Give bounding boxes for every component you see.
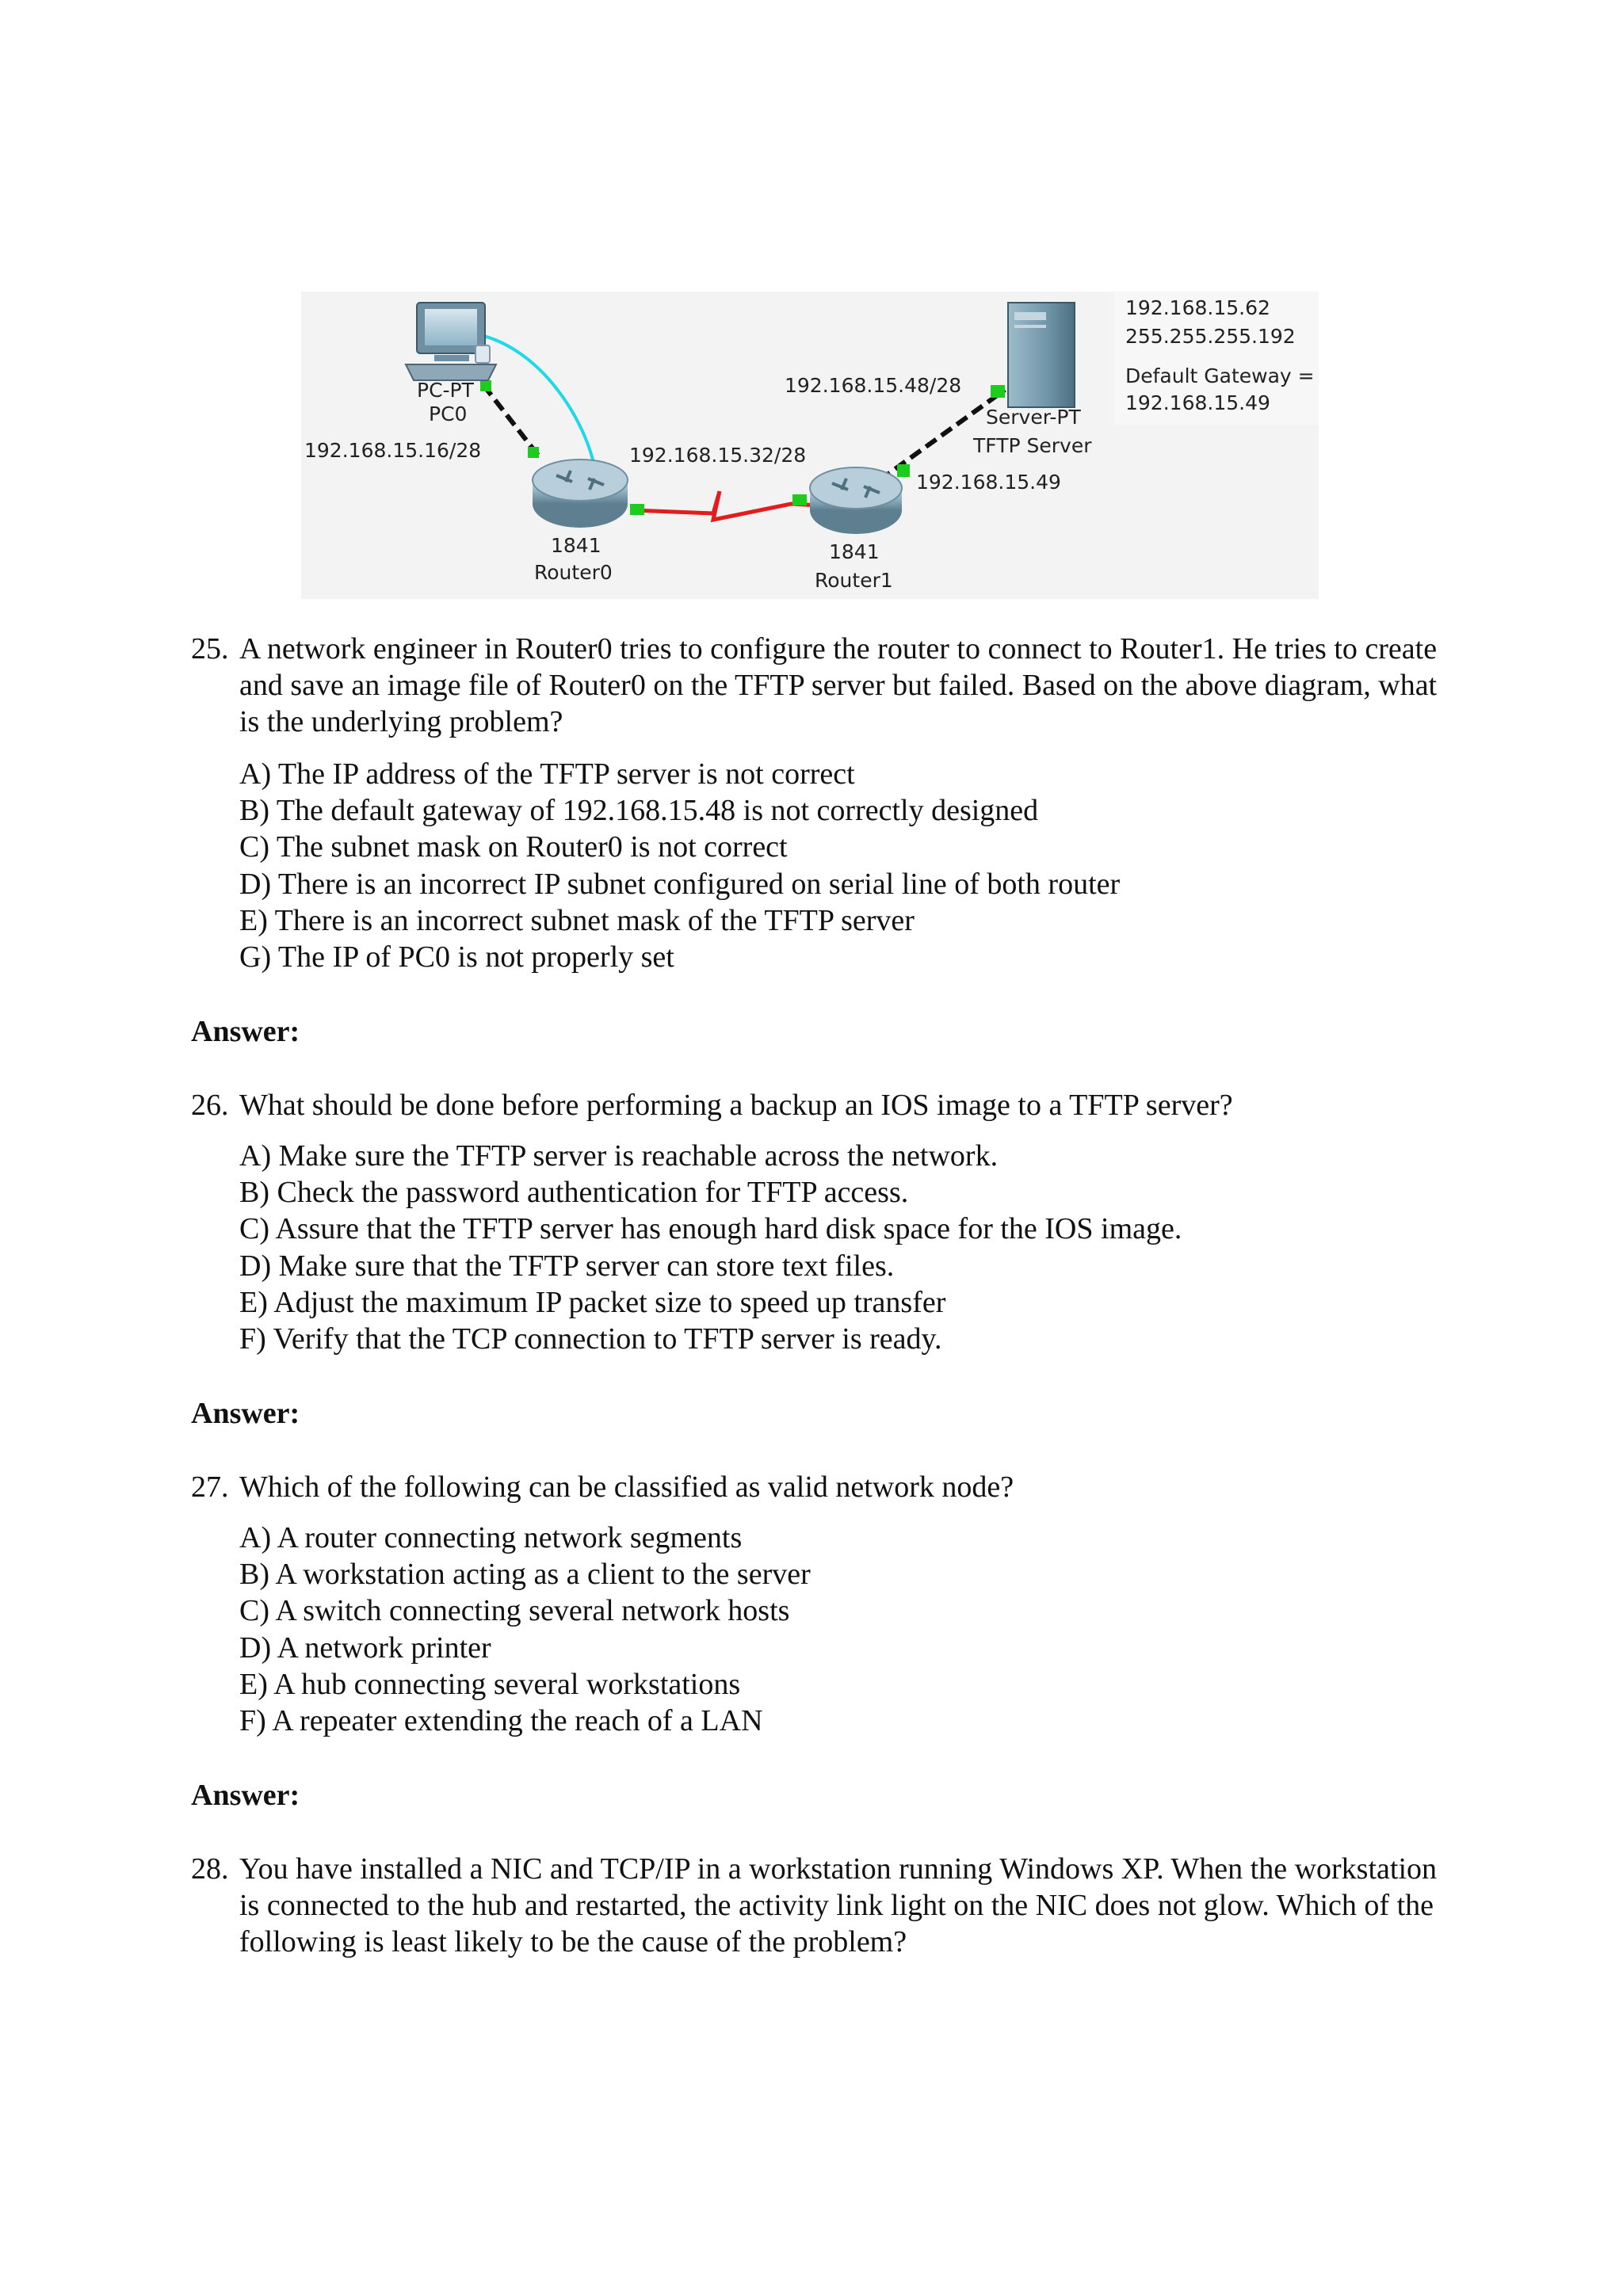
server-icon [1008, 303, 1075, 407]
question-text: A network engineer in Router0 tries to configure the router to connect to Router1. He tries to create and save an image file of Router0 on the TFTP server but failed. Based on the above diagram, what is the underlying problem? [239, 632, 1438, 738]
serial-link [634, 491, 820, 520]
pc-name-label: PC0 [429, 402, 468, 425]
server-mask-label: 255.255.255.192 [1125, 325, 1296, 348]
server-type-label: Server-PT [986, 406, 1081, 429]
router0-model-label: 1841 [551, 534, 601, 557]
router1-model-label: 1841 [829, 540, 880, 563]
option: E) Adjust the maximum IP packet size to speed up transfer [239, 1285, 946, 1319]
option: F) A repeater extending the reach of a LAN [239, 1704, 763, 1738]
option: A) Make sure the TFTP server is reachable across the network. [239, 1139, 999, 1173]
pc-network-label: 192.168.15.16/28 [304, 439, 482, 462]
option: D) A network printer [239, 1630, 491, 1665]
server-name-label: TFTP Server [973, 434, 1092, 457]
default-gateway-label: Default Gateway = [1125, 364, 1315, 387]
question-26 [191, 1087, 1443, 1123]
option: C) Assure that the TFTP server has enough hard disk space for the IOS image. [239, 1212, 1182, 1246]
router1-gateway-ip-label: 192.168.15.49 [916, 471, 1061, 494]
port-light [528, 447, 539, 458]
option: C) The subnet mask on Router0 is not correct [239, 830, 788, 864]
question-27-options [239, 1520, 811, 1739]
option: E) A hub connecting several workstations [239, 1667, 741, 1701]
option: F) Verify that the TCP connection to TFTP server is ready. [239, 1322, 942, 1356]
question-text: Which of the following can be classified as valid network node? [239, 1470, 1014, 1504]
option: D) Make sure that the TFTP server can store text files. [239, 1249, 895, 1283]
option: A) A router connecting network segments [239, 1521, 743, 1554]
port-light [991, 385, 1005, 398]
pc-router0-link [483, 385, 539, 456]
option: B) A workstation acting as a client to the server [239, 1558, 811, 1592]
pc-icon [406, 303, 496, 380]
port-light [792, 494, 807, 505]
question-text: You have installed a NIC and TCP/IP in a workstation running Windows XP. When the workstation is connected to the hub and restarted, the activity link light on the NIC does not glow. Which of the following is least likely to be the cause of the problem? [239, 1852, 1438, 1958]
pc-type-label: PC-PT [417, 379, 474, 402]
question-25 [191, 631, 1443, 740]
router0-name-label: Router0 [534, 561, 613, 584]
option: E) There is an incorrect subnet mask of the TFTP server [239, 903, 915, 937]
option: B) The default gateway of 192.168.15.48 is not correctly designed [239, 794, 1039, 828]
port-light [480, 380, 491, 391]
option: D) There is an incorrect IP subnet configured on serial line of both router [239, 867, 1121, 901]
server-ip-label: 192.168.15.62 [1125, 296, 1270, 319]
option: A) The IP address of the TFTP server is not correct [239, 757, 855, 791]
router1-name-label: Router1 [815, 569, 893, 592]
question-26-options [239, 1138, 1182, 1357]
question-number: 27. [191, 1470, 229, 1504]
question-25-options [239, 756, 1120, 975]
router1-icon [810, 467, 902, 534]
question-text: What should be done before performing a backup an IOS image to a TFTP server? [239, 1089, 1233, 1122]
server-network-label: 192.168.15.48/28 [785, 374, 962, 397]
router0-icon [533, 460, 628, 528]
serial-network-label: 192.168.15.32/28 [629, 444, 807, 467]
answer-label: Answer: [191, 1779, 300, 1812]
question-28 [191, 1851, 1443, 1960]
answer-label: Answer: [191, 1397, 300, 1430]
question-27 [191, 1469, 1443, 1505]
question-number: 25. [191, 632, 229, 666]
question-number: 26. [191, 1089, 229, 1122]
port-light [630, 504, 644, 515]
option: B) Check the password authentication for TFTP access. [239, 1176, 909, 1210]
question-number: 28. [191, 1852, 229, 1886]
answer-label: Answer: [191, 1015, 300, 1048]
option: G) The IP of PC0 is not properly set [239, 940, 674, 974]
network-diagram [301, 292, 1319, 599]
option: C) A switch connecting several network hosts [239, 1594, 790, 1628]
port-light [897, 464, 910, 477]
default-gateway-ip: 192.168.15.49 [1125, 391, 1270, 414]
